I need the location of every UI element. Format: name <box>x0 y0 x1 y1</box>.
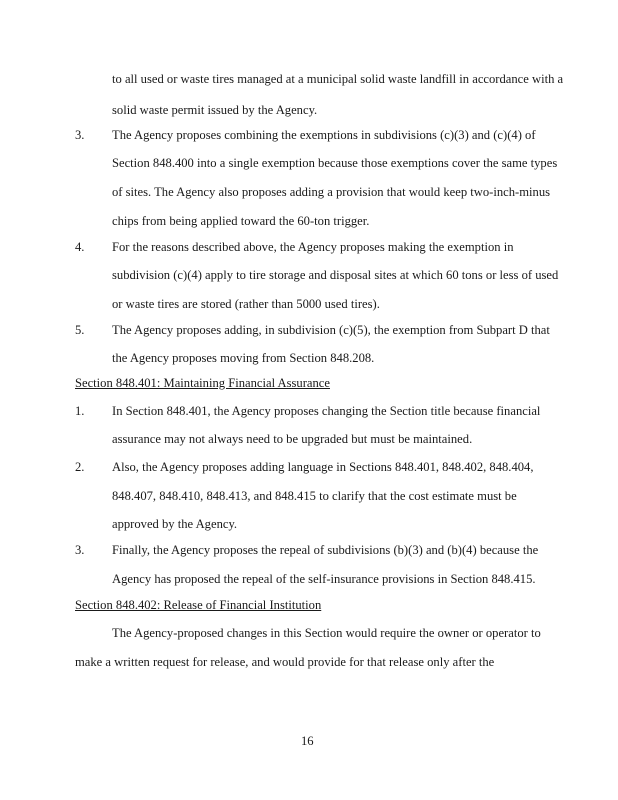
list-item-line: The Agency proposes adding, in subdivision (c)(5), the exemption from Subpart D that <box>112 323 550 337</box>
page-number: 16 <box>301 734 314 748</box>
list-item-line: of sites. The Agency also proposes adding a provision that would keep two-inch-minus <box>112 185 551 199</box>
list-item-number: 3. <box>75 543 85 557</box>
list-item-line: the Agency proposes moving from Section 848.208. <box>112 351 375 365</box>
section-heading-848-401: Section 848.401: Maintaining Financial Assurance <box>75 376 330 390</box>
list-item-line: or waste tires are stored (rather than 5000 used tires). <box>112 297 380 311</box>
continuation-line-2: solid waste permit issued by the Agency. <box>112 103 318 117</box>
paragraph-line: make a written request for release, and would provide for that release only after the <box>75 655 495 669</box>
list-item-line: The Agency proposes combining the exemptions in subdivisions (c)(3) and (c)(4) of <box>112 128 536 142</box>
list-item-number: 5. <box>75 323 85 337</box>
list-item-number: 3. <box>75 128 85 142</box>
list-item-line: Agency has proposed the repeal of the self-insurance provisions in Section 848.415. <box>112 572 536 586</box>
list-item-line: approved by the Agency. <box>112 517 238 531</box>
list-item-line: 848.407, 848.410, 848.413, and 848.415 to clarify that the cost estimate must be <box>112 489 517 503</box>
list-item-line: Finally, the Agency proposes the repeal of subdivisions (b)(3) and (b)(4) because the <box>112 543 539 557</box>
list-item-number: 1. <box>75 404 85 418</box>
section-heading-848-402: Section 848.402: Release of Financial Institution <box>75 598 322 612</box>
continuation-line-1: to all used or waste tires managed at a municipal solid waste landfill in accordance with a <box>112 72 564 86</box>
list-item-number: 2. <box>75 460 85 474</box>
paragraph-line: The Agency-proposed changes in this Section would require the owner or operator to <box>112 626 541 640</box>
list-item-line: chips from being applied toward the 60-ton trigger. <box>112 214 370 228</box>
list-item-line: assurance may not always need to be upgraded but must be maintained. <box>112 432 473 446</box>
list-item-line: Section 848.400 into a single exemption because those exemptions cover the same types <box>112 156 558 170</box>
list-item-line: In Section 848.401, the Agency proposes changing the Section title because financial <box>112 404 541 418</box>
list-item-line: subdivision (c)(4) apply to tire storage and disposal sites at which 60 tons or less of used <box>112 268 559 282</box>
list-item-line: Also, the Agency proposes adding language in Sections 848.401, 848.402, 848.404, <box>112 460 534 474</box>
list-item-number: 4. <box>75 240 85 254</box>
list-item-line: For the reasons described above, the Agency proposes making the exemption in <box>112 240 514 254</box>
